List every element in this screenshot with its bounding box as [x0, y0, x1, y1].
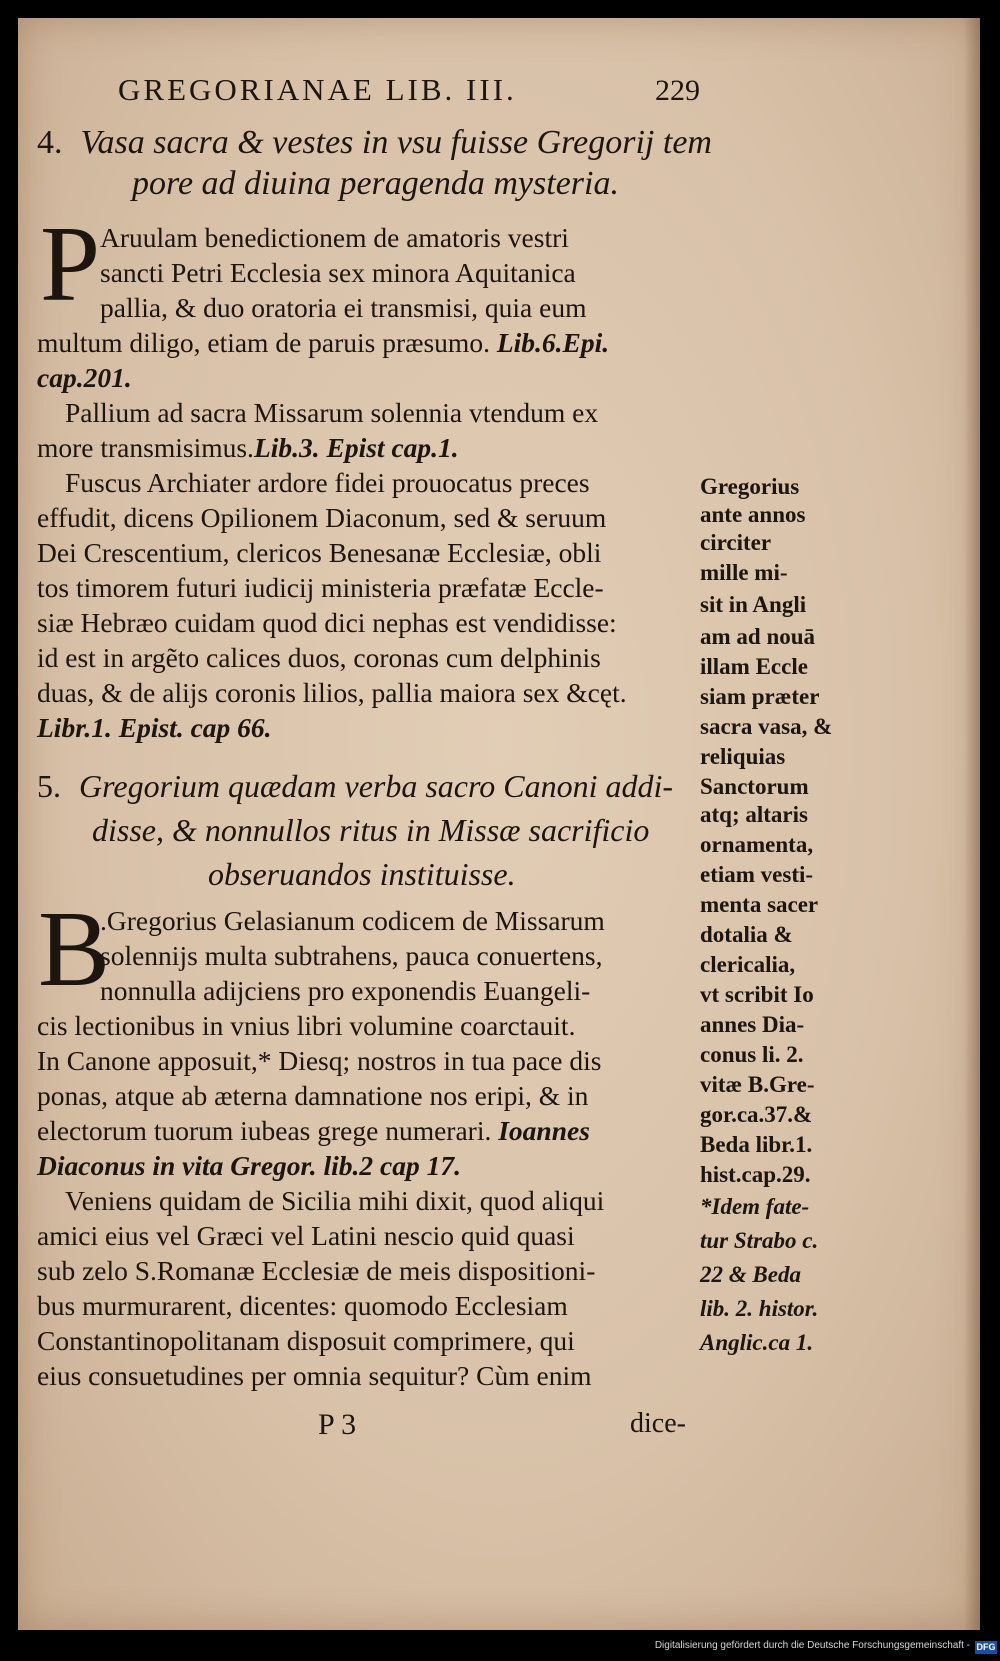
s4-line: sancti Petri Ecclesia sex minora Aquitanica: [100, 257, 576, 288]
ref-lib6: Lib.6.Epi.: [496, 327, 610, 358]
margin-line: reliquias: [700, 744, 786, 769]
s4-line: Fuscus Archiater ardore fidei prouocatus preces: [65, 467, 590, 498]
margin-line: mille mi-: [700, 560, 788, 585]
s4-line: pallia, & duo oratoria ei transmisi, quia eum: [100, 292, 587, 323]
s5-line: eius consuetudines per omnia sequitur? Cùm enim: [37, 1360, 592, 1391]
margin-line: Sanctorum: [700, 774, 809, 799]
s4-line: tos timorem futuri iudicij ministeria præfatæ Eccle-: [37, 572, 604, 603]
margin-line: 22 & Beda: [700, 1262, 801, 1287]
section-5-number: 5.: [37, 768, 61, 804]
s5-line: ponas, atque ab æterna damnatione nos eripi, & in: [37, 1080, 589, 1111]
margin-line: siam præter: [700, 684, 820, 709]
s4-line: [37, 432, 459, 464]
section-5-title-line-3-wrap: [208, 854, 516, 895]
dropcap-p: P: [40, 205, 101, 324]
margin-line: gor.ca.37.&: [700, 1102, 813, 1127]
margin-line: illam Eccle: [700, 654, 808, 679]
margin-line: clericalia,: [700, 952, 796, 977]
margin-line: ante annos: [700, 502, 806, 527]
s5-line: nonnulla adijciens pro exponendis Euangeli-: [100, 975, 591, 1006]
section-4-heading: [37, 122, 712, 163]
digitization-credit: Digitalisierung gefördert durch die Deutsche Forschungsgemeinschaft -: [654, 1640, 970, 1651]
section-4-title-line-2-wrap: [132, 163, 619, 204]
s5-line: .Gregorius Gelasianum codicem de Missarum: [100, 905, 605, 936]
margin-line: sacra vasa, &: [700, 714, 833, 739]
s4-line: Dei Crescentium, clericos Benesanæ Ecclesiæ, obli: [37, 537, 602, 568]
margin-line: sit in Angli: [700, 592, 807, 617]
s4-line: siæ Hebræo cuidam quod dici nephas est vendidisse:: [37, 607, 617, 638]
s4-line: id est in argẽto calices duos, coronas cum delphinis: [37, 642, 601, 673]
margin-line: menta sacer: [700, 892, 819, 917]
margin-line: tur Strabo c.: [700, 1228, 819, 1253]
section-5-title-line-3: obseruandos instituisse.: [208, 856, 516, 892]
s4-line: duas, & de alijs coronis lilios, pallia maiora sex &cęt.: [37, 677, 627, 708]
margin-line: vitæ B.Gre-: [700, 1072, 815, 1097]
dropcap-b: B: [38, 890, 111, 1009]
s5-line: Veniens quidam de Sicilia mihi dixit, quod aliqui: [65, 1185, 605, 1216]
section-5-heading: [37, 766, 673, 807]
running-head: GREGORIANAE LIB. III.: [118, 72, 517, 107]
s5-line: amici eius vel Græci vel Latini nescio quid quasi: [37, 1220, 575, 1251]
margin-line: Anglic.ca 1.: [700, 1330, 814, 1355]
s4-line: Pallium ad sacra Missarum solennia vtendum ex: [65, 397, 599, 428]
s5-line: In Canone apposuit,* Diesq; nostros in tua pace dis: [37, 1045, 602, 1076]
s4-line: Libr.1. Epist. cap 66.: [37, 712, 272, 743]
margin-line: etiam vesti-: [700, 862, 814, 887]
s5-line: cis lectionibus in vnius libri volumine coarctauit.: [37, 1010, 576, 1041]
margin-line: ornamenta,: [700, 832, 814, 857]
s5-line: sub zelo S.Romanæ Ecclesiæ de meis dispositioni-: [37, 1255, 596, 1286]
s5-line: [37, 1115, 590, 1147]
margin-line: am ad nouā: [700, 624, 816, 649]
section-5-title-line-2: disse, & nonnullos ritus in Missæ sacrificio: [92, 812, 650, 848]
margin-line: circiter: [700, 530, 772, 555]
margin-line: conus li. 2.: [700, 1042, 804, 1067]
s4-line: cap.201.: [37, 362, 132, 393]
page-edge-shadow: [964, 18, 980, 1630]
catchword: dice-: [630, 1408, 686, 1439]
s5-line: Diaconus in vita Gregor. lib.2 cap 17.: [37, 1150, 461, 1181]
section-5-title-line-2-wrap: [92, 810, 649, 851]
margin-line: dotalia &: [700, 922, 793, 947]
s5-line: solennijs multa subtrahens, pauca conuertens,: [100, 940, 603, 971]
section-4-title-line-1: Vasa sacra & vestes in vsu fuisse Gregorij tem: [80, 124, 712, 161]
s4-line-text: more transmisimus.: [37, 432, 254, 463]
margin-line: annes Dia-: [700, 1012, 805, 1037]
margin-line: hist.cap.29.: [700, 1162, 811, 1187]
margin-line: lib. 2. histor.: [700, 1296, 819, 1321]
ref-lib3: Lib.3. Epist cap.1.: [253, 432, 459, 463]
margin-line: vt scribit Io: [700, 982, 814, 1007]
s4-line-text: multum diligo, etiam de paruis præsumo.: [37, 327, 490, 358]
section-5-title-line-1: Gregorium quædam verba sacro Canoni addi-: [79, 768, 674, 804]
s5-line-text: electorum tuorum iubeas grege numerari.: [37, 1115, 492, 1146]
s4-line: effudit, dicens Opilionem Diaconum, sed & seruum: [37, 502, 607, 533]
s4-line: Aruulam benedictionem de amatoris vestri: [100, 222, 569, 253]
page-number: 229: [655, 74, 700, 107]
ref-ioannes: Ioannes: [498, 1115, 590, 1146]
dfg-logo-icon: DFG: [976, 1642, 996, 1652]
section-4-number: 4.: [37, 124, 63, 161]
s4-line: [37, 327, 609, 359]
margin-line: *Idem fate-: [700, 1194, 810, 1219]
margin-line: Gregorius: [700, 474, 800, 499]
margin-line: Beda libr.1.: [700, 1132, 813, 1157]
s5-line: bus murmurarent, dicentes: quomodo Ecclesiam: [37, 1290, 568, 1321]
section-4-title-line-2: pore ad diuina peragenda mysteria.: [132, 165, 619, 202]
s5-line: Constantinopolitanam disposuit comprimere, qui: [37, 1325, 575, 1356]
signature-mark: P 3: [318, 1408, 357, 1441]
margin-line: atq; altaris: [700, 802, 808, 827]
